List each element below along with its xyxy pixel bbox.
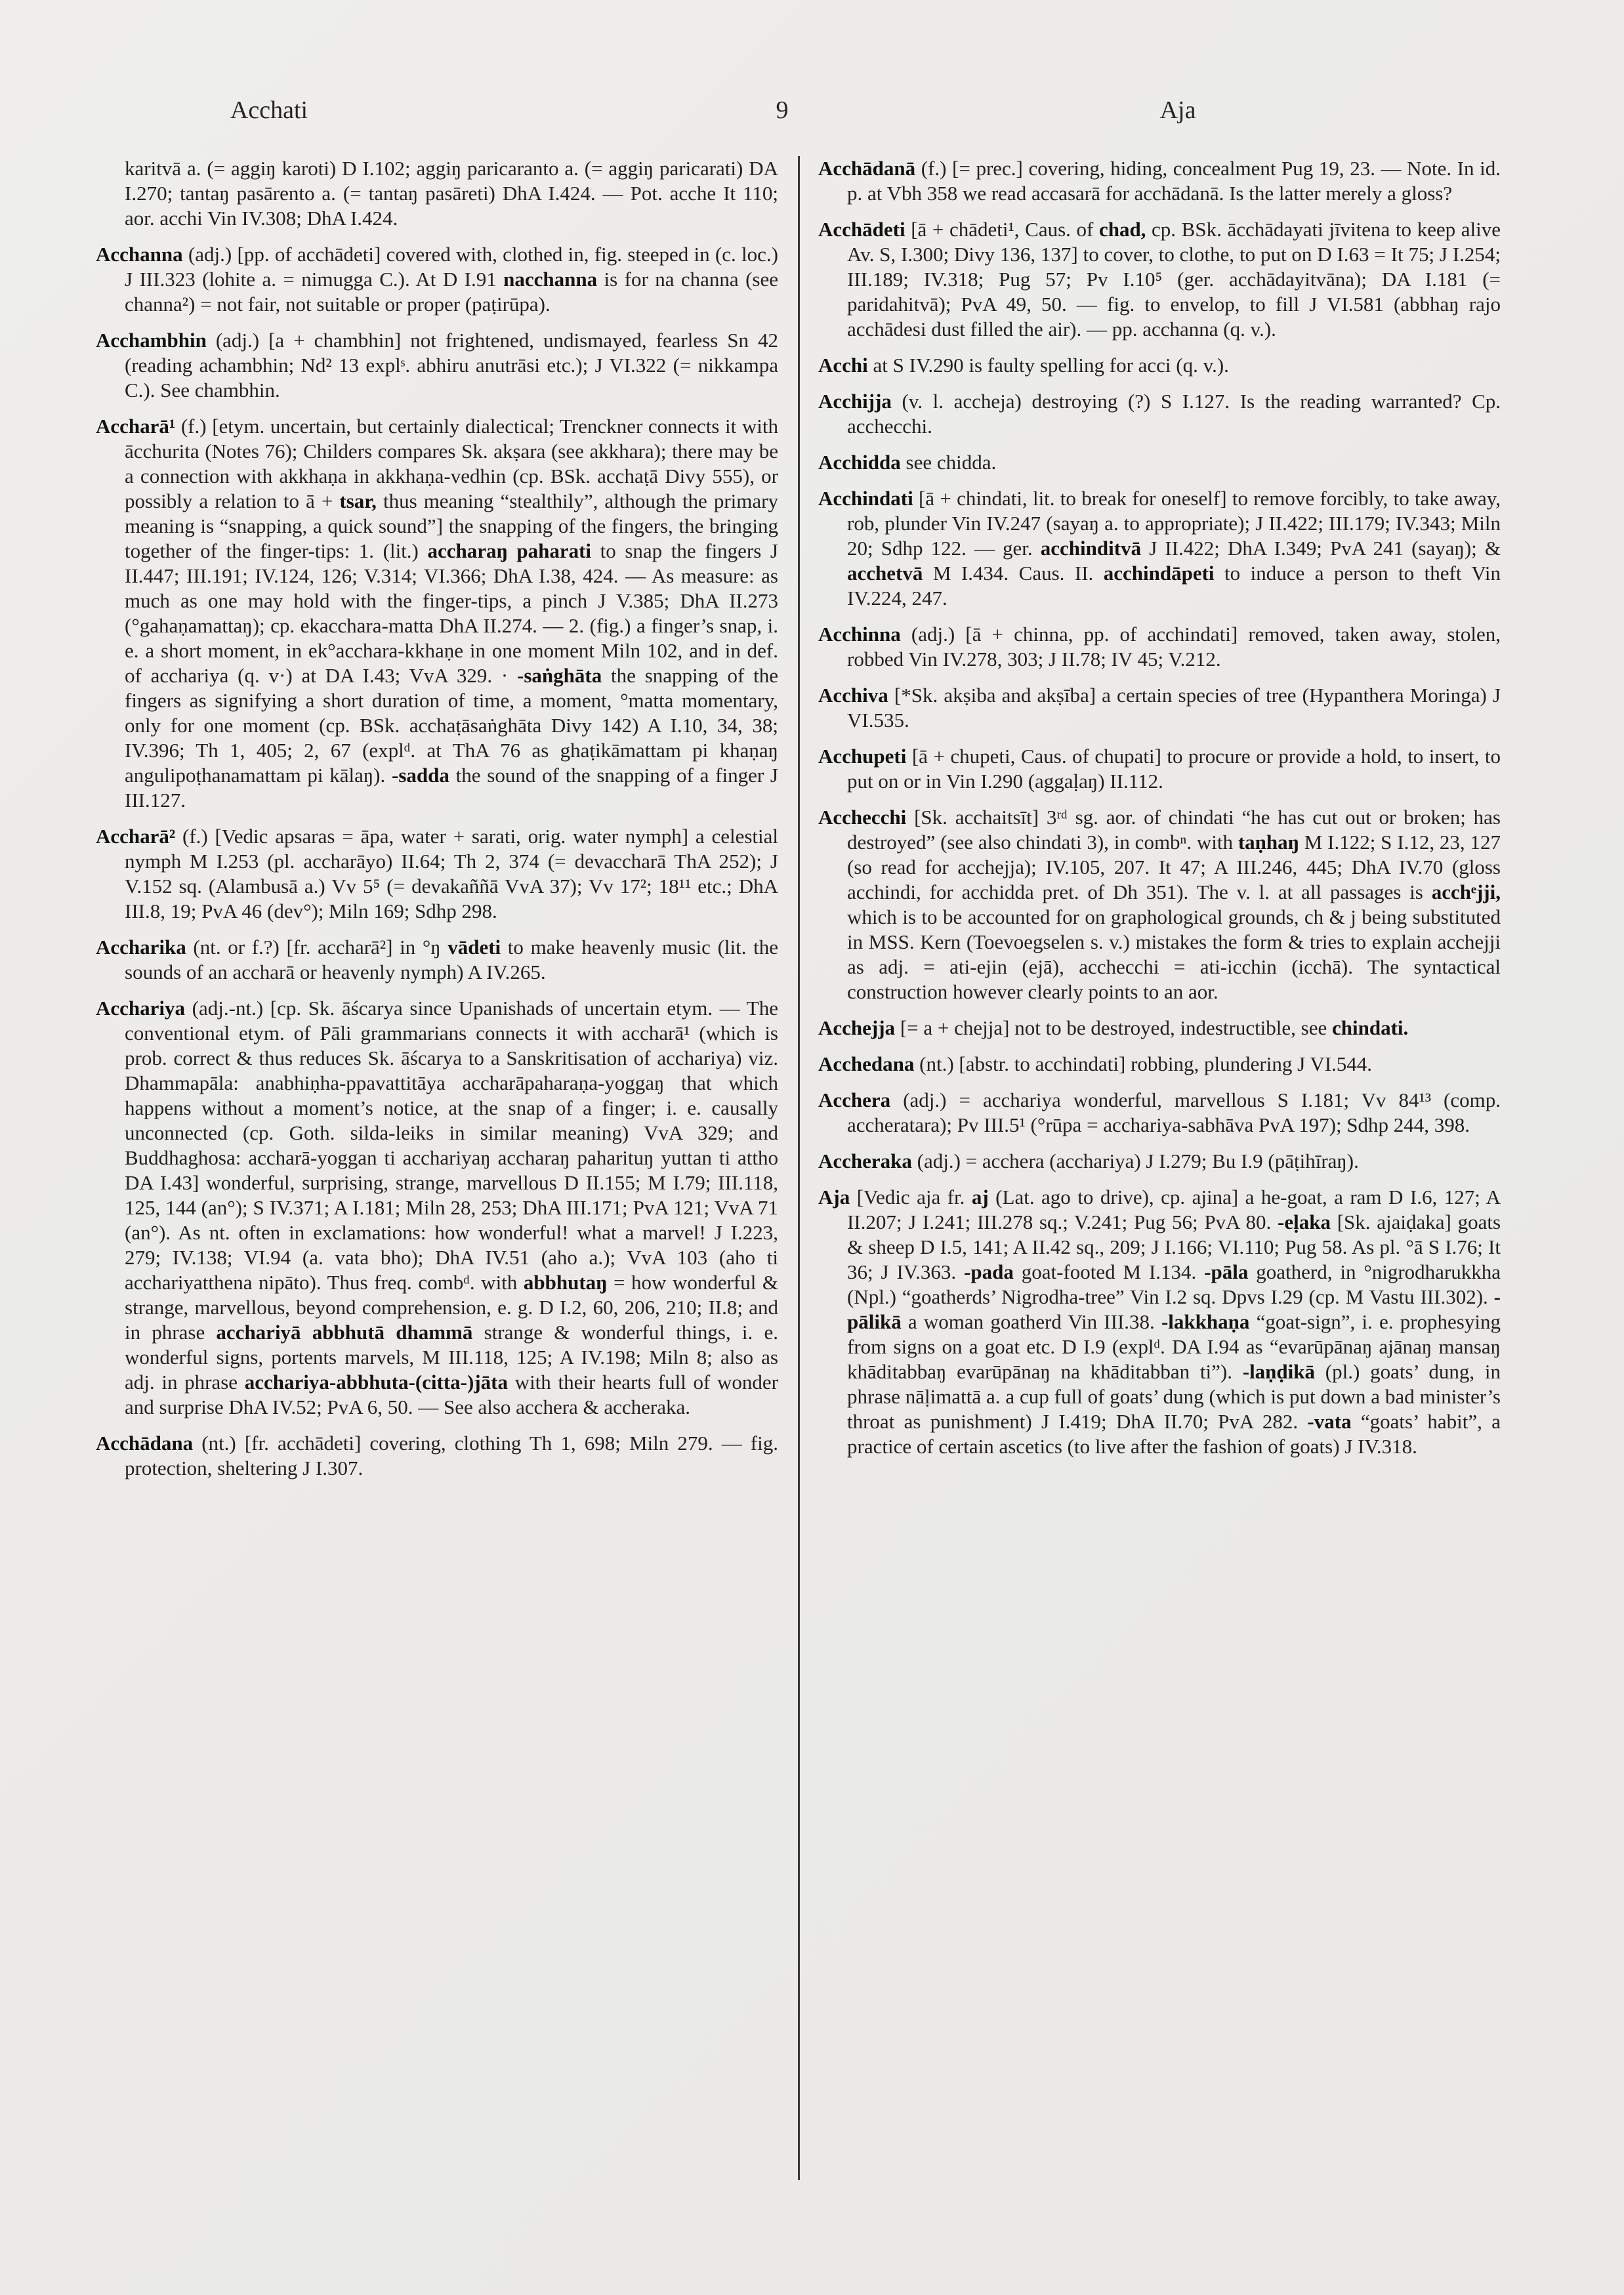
- dictionary-entry: [96, 414, 778, 813]
- entry-body: at S IV.290 is faulty spelling for acci (q. v.).: [873, 354, 1229, 377]
- entry-body: (adj.) [pp. of acchādeti] covered with, clothed in, fig. steeped in (c. loc.) J III.323 (lohite a. = nimugga C.). At D I.91 nacchanna is for na channa (see channa²) = not fair, not suitable or proper (paṭirūpa).: [125, 243, 778, 316]
- entry-body: (f.) [= prec.] covering, hiding, concealment Pug 19, 23. — Note. In id. p. at Vbh 358 we read accasarā for acchādanā. Is the latter merely a gloss?: [847, 157, 1501, 205]
- page-number: 9: [776, 96, 789, 124]
- entry-body: (adj.-nt.) [cp. Sk. āścarya since Upanishads of uncertain etym. — The conventional etym. of Pāli grammarians connects it with accharā¹ (which is prob. correct & thus reduces Sk. āścarya to a Sanskritisation of acchariya) viz. Dhammapāla: anabhiṇha-ppavattitāya accharāpaharaṇa-yoggaŋ that which happens without a moment’s notice, at the snap of a finger; i. e. causally unconnected (cp. Goth. silda-leiks in similar meaning) VvA 329; and Buddhaghosa: accharā-yoggan ti acchariyaŋ accharaŋ paharituŋ yuttan ti attho DA I.43] wonderful, surprising, strange, marvellous D II.155; M I.79; III.118, 125, 144 (an°); S IV.371; A I.181; Miln 28, 253; DhA III.171; PvA 121; VvA 71 (an°). As nt. often in exclamations: how wonderful! what a marvel! J I.223, 279; IV.138; VI.94 (a. vata bho); DhA IV.51 (aho a.); VvA 103 (aho ti acchariyatthena nipāto). Thus freq. combᵈ. with abbhutaŋ = how wonderful & strange, marvellous, beyond comprehension, e. g. D I.2, 60, 206, 210; II.8; and in phrase acchariyā abbhutā dhammā strange & wonderful things, i. e. wonderful signs, portents marvels, M III.118, 125; A IV.198; Miln 8; also as adj. in phrase acchariya-abbhuta-(citta-)jāta with their hearts full of wonder and surprise DhA IV.52; PvA 6, 50. — See also acchera & accheraka.: [125, 997, 779, 1418]
- dictionary-entry: [96, 328, 778, 403]
- entry-headword: Acchi: [818, 354, 868, 377]
- entry-headword: Accharā¹: [96, 415, 176, 438]
- dictionary-entry: [96, 242, 778, 317]
- entry-body: [Sk. acchaitsīt] 3ʳᵈ sg. aor. of chindati “he has cut out or broken; has destroyed” (see also chindati 3), in combⁿ. with taṇhaŋ M I.122; S I.12, 23, 127 (so read for acchejja); IV.105, 207. It 47; A III.246, 445; DhA IV.70 (gloss acchindi, for acchidda pret. of Dh 351). The v. l. at all passages is acchᵉjji, which is to be accounted for on graphological grounds, ch & j being substituted in MSS. Kern (Toevoegselen s. v.) mistakes the form & tries to explain acchejji as adj. = ati-ejin (ejā), acchecchi = ati-icchin (icchā). The syntactical construction however clearly points to an aor.: [847, 806, 1501, 1003]
- dictionary-entry: [818, 1088, 1501, 1138]
- entry-body: [*Sk. akṣiba and akṣība] a certain species of tree (Hypanthera Moringa) J VI.535.: [847, 684, 1501, 732]
- column-divider-rule: [798, 156, 800, 2180]
- entry-headword: Accharā²: [96, 825, 176, 848]
- entry-headword: Accheraka: [818, 1149, 912, 1172]
- running-head: [0, 96, 1624, 130]
- dictionary-entry: [818, 1185, 1501, 1459]
- entry-body: (adj.) = acchariya wonderful, marvellous S I.181; Vv 84¹³ (comp. accheratara); Pv III.5¹ (°rūpa = acchariya-sabhāva PvA 197); Sdhp 244, 398.: [847, 1088, 1501, 1136]
- guide-word-right: Aja: [1159, 96, 1196, 124]
- entry-headword: Acchādeti: [818, 218, 906, 241]
- guide-word-left: Acchati: [230, 96, 308, 124]
- entry-headword: Acchariya: [96, 997, 186, 1020]
- entry-headword: Acchādanā: [818, 157, 916, 180]
- entry-body: (f.) [etym. uncertain, but certainly dialectical; Trenckner connects it with ācchurita (Notes 76); Childers compares Sk. akṣara (see akkhara); there may be a connection with akkhaṇa in akkhaṇa-vedhin (cp. BSk. acchaṭā Divy 555), or possibly a relation to ā + tsar, thus meaning “stealthily”, although the primary meaning is “snapping, a quick sound”] the snapping of the fingers, the bringing together of the finger-tips: 1. (lit.) accharaŋ paharati to snap the fingers J II.447; III.191; IV.124, 126; V.314; VI.366; DhA I.38, 424. — As measure: as much as one may hold with the finger-tips, a pinch J V.385; DhA II.273 (°gahaṇamattaŋ); cp. ekacchara-matta DhA II.274. — 2. (fig.) a finger’s snap, i. e. a short moment, in ek°acchara-kkhaṇe in one moment Miln 102, and in def. of acchariya (q. v·) at DA I.43; VvA 329. · -saṅghāta the snapping of the fingers as signifying a short duration of time, a moment, °matta momentary, only for one moment (cp. BSk. acchaṭāsaṅghāta Divy 142) A I.10, 34, 38; IV.396; Th 1, 405; 2, 67 (explᵈ. at ThA 76 as ghaṭikāmattam pi khaṇaŋ angulipoṭhanamattam pi kālaŋ). -sadda the sound of the snapping of a finger J III.127.: [125, 415, 778, 812]
- entry-headword: Acchidda: [818, 451, 901, 474]
- dictionary-entry: [96, 1431, 778, 1481]
- entry-body: (v. l. accheja) destroying (?) S I.127. Is the reading warranted? Cp. acchecchi.: [847, 390, 1501, 438]
- entry-headword: Accharika: [96, 936, 186, 959]
- dictionary-entry: [818, 156, 1501, 206]
- dictionary-entry: [818, 217, 1501, 342]
- entry-body: (adj.) [a + chambhin] not frightened, undismayed, fearless Sn 42 (reading achambhin; Nd² 13 explˢ. abhiru anutrāsi etc.); J VI.322 (= nikkampa C.). See chambhin.: [125, 329, 779, 402]
- entry-body: (nt.) [abstr. to acchindati] robbing, plundering J VI.544.: [919, 1052, 1373, 1075]
- entry-body: [ā + chādeti¹, Caus. of chad, cp. BSk. ācchādayati jīvitena to keep alive Av. S, I.300; Divy 136, 137] to cover, to clothe, to put on D I.63 = It 75; J I.254; III.189; IV.318; Pug 57; Pv I.10⁵ (ger. acchādayitvāna); DA I.181 (= paridahitvā); PvA 49, 50. — fig. to envelop, to fill J VI.581 (abbhaŋ rajo acchādesi dust filled the air). — pp. acchanna (q. v.).: [847, 218, 1501, 341]
- entry-headword: Acchecchi: [818, 806, 907, 829]
- entry-headword: Acchanna: [96, 243, 183, 266]
- continuation-paragraph: [96, 156, 778, 231]
- entry-headword: Acchejja: [818, 1016, 896, 1039]
- entry-body: (f.) [Vedic apsaras = āpa, water + sarati, orig. water nymph] a celestial nymph M I.253 (pl. accharāyo) II.64; Th 2, 374 (= devaccharā ThA 252); J V.152 sq. (Alambusā a.) Vv 5⁵ (= devakaññā VvA 37); Vv 17²; 18¹¹ etc.; DhA III.8, 19; PvA 46 (dev°); Miln 169; Sdhp 298.: [125, 825, 779, 922]
- entry-headword: Acchādana: [96, 1432, 194, 1455]
- entry-body: see chidda.: [906, 451, 997, 474]
- dictionary-entry: [818, 450, 1501, 475]
- dictionary-entry: [96, 824, 778, 924]
- entry-body: [Vedic aja fr. aj (Lat. ago to drive), cp. ajina] a he-goat, a ram D I.6, 127; A II.207; J I.241; III.278 sq.; V.241; Pug 56; PvA 80. -eḷaka [Sk. ajaiḍaka] goats & sheep D I.5, 141; A II.42 sq., 209; J I.166; VI.110; Pug 58. As pl. °ā S I.76; It 36; J IV.363. -pada goat-footed M I.134. -pāla goatherd, in °nigrodharukkha (Npl.) “goatherds’ Nigrodha-tree” Vin I.2 sq. Dpvs I.29 (cp. M Vastu III.302). -pālikā a woman goatherd Vin III.38. -lakkhaṇa “goat-sign”, i. e. prophesying from signs on a goat etc. D I.9 (explᵈ. DA I.94 as “evarūpānaŋ ajānaŋ mansaŋ khāditabbaŋ evarūpānaŋ na khāditabban ti”). -laṇḍikā (pl.) goats’ dung, in phrase nāḷimattā a. a cup full of goats’ dung (which is put down a bad minister’s throat as punishment) J I.419; DhA II.70; PvA 282. -vata “goats’ habit”, a practice of certain ascetics (to live after the fashion of goats) J IV.318.: [847, 1186, 1501, 1458]
- entry-headword: Acchupeti: [818, 745, 907, 768]
- entry-headword: Acchindati: [818, 487, 913, 510]
- dictionary-entry: [818, 389, 1501, 439]
- entry-headword: Acchambhin: [96, 329, 207, 352]
- page-body: [96, 156, 1526, 2203]
- dictionary-entry: [818, 353, 1501, 378]
- entry-headword: Acchinna: [818, 623, 901, 646]
- dictionary-entry: [818, 744, 1501, 794]
- entry-body: (adj.) [ā + chinna, pp. of acchindati] removed, taken away, stolen, robbed Vin IV.278, 303; J II.78; IV 45; V.212.: [847, 623, 1501, 671]
- entry-headword: Acchiva: [818, 684, 888, 707]
- dictionary-entry: [818, 1149, 1501, 1174]
- dictionary-entry: [818, 805, 1501, 1004]
- entry-body: [ā + chindati, lit. to break for oneself] to remove forcibly, to take away, rob, plunder Vin IV.247 (sayaŋ a. to appropriate); J II.422; III.179; IV.343; Miln 20; Sdhp 122. — ger. acchinditvā J II.422; DhA I.349; PvA 241 (sayaŋ); & acchetvā M I.434. Caus. II. acchindāpeti to induce a person to theft Vin IV.224, 247.: [847, 487, 1501, 610]
- right-column: [818, 156, 1501, 2203]
- entry-headword: Acchedana: [818, 1052, 915, 1075]
- entry-body: karitvā a. (= aggiŋ karoti) D I.102; aggiŋ paricaranto a. (= aggiŋ paricarati) DA I.270; tantaŋ pasārento a. (= tantaŋ pasāreti) DhA I.424. — Pot. acche It 110; aor. acchi Vin IV.308; DhA I.424.: [125, 157, 778, 230]
- entry-body: (nt.) [fr. acchādeti] covering, clothing Th 1, 698; Miln 279. — fig. protection, sheltering J I.307.: [125, 1432, 778, 1479]
- dictionary-entry: [818, 1016, 1501, 1041]
- entry-body: [ā + chupeti, Caus. of chupati] to procure or provide a hold, to insert, to put on or in Vin I.290 (aggaḷaŋ) II.112.: [847, 745, 1501, 793]
- left-column: [96, 156, 778, 2203]
- dictionary-entry: [818, 1052, 1501, 1077]
- dictionary-entry: [818, 683, 1501, 733]
- dictionary-entry: [96, 935, 778, 985]
- entry-headword: Aja: [818, 1186, 850, 1209]
- dictionary-entry: [818, 622, 1501, 672]
- dictionary-entry: [96, 996, 778, 1420]
- entry-headword: Acchijja: [818, 390, 892, 413]
- entry-body: (adj.) = acchera (acchariya) J I.279; Bu I.9 (pāṭihīraŋ).: [917, 1149, 1359, 1172]
- entry-headword: Acchera: [818, 1088, 891, 1111]
- entry-body: [= a + chejja] not to be destroyed, indestructible, see chindati.: [900, 1016, 1409, 1039]
- dictionary-entry: [818, 486, 1501, 611]
- entry-body: (nt. or f.?) [fr. accharā²] in °ŋ vādeti to make heavenly music (lit. the sounds of an accharā or heavenly nymph) A IV.265.: [125, 936, 779, 983]
